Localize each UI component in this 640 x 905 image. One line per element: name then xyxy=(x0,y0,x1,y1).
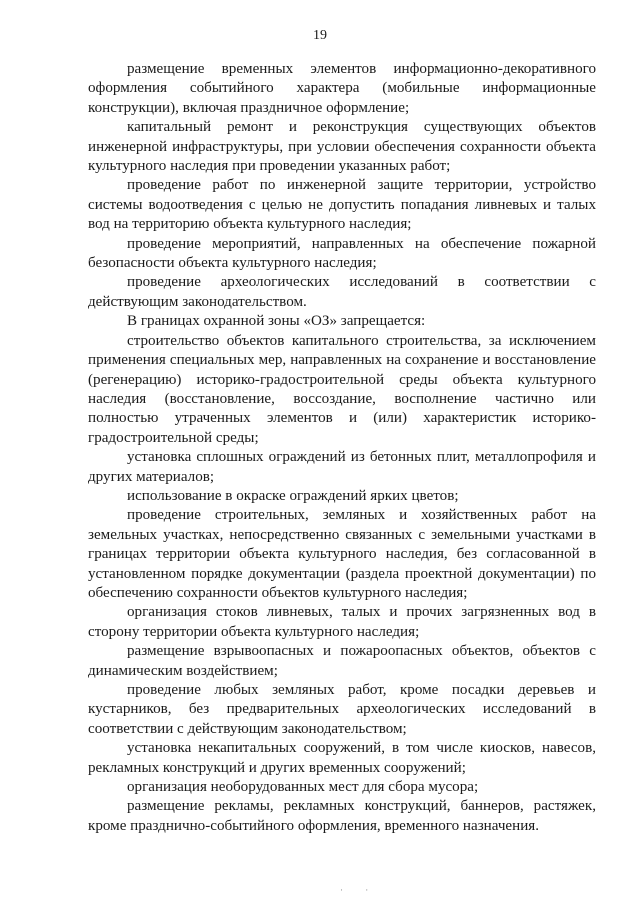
section-heading: В границах охранной зоны «ОЗ» запрещается: xyxy=(127,313,426,330)
paragraph: использование в окраске ограждений ярких цветов; xyxy=(127,487,459,504)
paragraph: размещение временных элементов информационно-декоративного оформления событийного характера (мобильные информационные конструкции), включая праздничное оформление; xyxy=(88,61,596,116)
page-number: 19 xyxy=(313,28,327,43)
paragraph: проведение любых земляных работ, кроме посадки деревьев и кустарников, без предварительных археологических исследований в соответствии с действующим законодательством; xyxy=(88,682,596,737)
paragraph: установка сплошных ограждений из бетонных плит, металлопрофиля и других материалов; xyxy=(88,449,596,485)
paragraph: проведение мероприятий, направленных на обеспечение пожарной безопасности объекта культурного наследия; xyxy=(88,235,596,272)
paragraph: размещение рекламы, рекламных конструкций, баннеров, растяжек, кроме празднично-событийного оформления, временного назначения. xyxy=(88,798,596,834)
document-body xyxy=(88,60,596,836)
paragraph: проведение работ по инженерной защите территории, устройство системы водоотведения с целью не допустить попадания ливневых и талых вод на территорию объекта культурного наследия; xyxy=(88,177,596,233)
paragraph: проведение археологических исследований в соответствии с действующим законодательством. xyxy=(88,274,596,310)
paragraph: строительство объектов капитального строительства, за исключением применения специальных мер, направленных на сохранение и восстановление (регенерацию) историко-градостроительной среды объекта культурного наследия (восстановление, воссоздание, восполнение частично или полностью утраченных элементов и (или) характеристик историко-градостроительной среды; xyxy=(88,332,596,446)
paragraph: капитальный ремонт и реконструкция существующих объектов инженерной инфраструктуры, при условии обеспечения сохранности объекта культурного наследия при проведении указанных работ; xyxy=(88,119,596,175)
scan-artifact: · · xyxy=(340,885,379,895)
paragraph: организация необорудованных мест для сбора мусора; xyxy=(127,779,479,796)
paragraph: проведение строительных, земляных и хозяйственных работ на земельных участках, непосредственно связанных с земельными участками в границах территории объекта культурного наследия, без согласованной в установленном порядке документации (раздела проектной документации) по обеспечению сохранности объектов культурного наследия; xyxy=(88,507,596,601)
paragraph: организация стоков ливневых, талых и прочих загрязненных вод в сторону территории объекта культурного наследия; xyxy=(88,604,596,640)
paragraph: установка некапитальных сооружений, в том числе киосков, навесов, рекламных конструкций и других временных сооружений; xyxy=(88,740,596,776)
paragraph: размещение взрывоопасных и пожароопасных объектов, объектов с динамическим воздействием; xyxy=(88,643,596,679)
